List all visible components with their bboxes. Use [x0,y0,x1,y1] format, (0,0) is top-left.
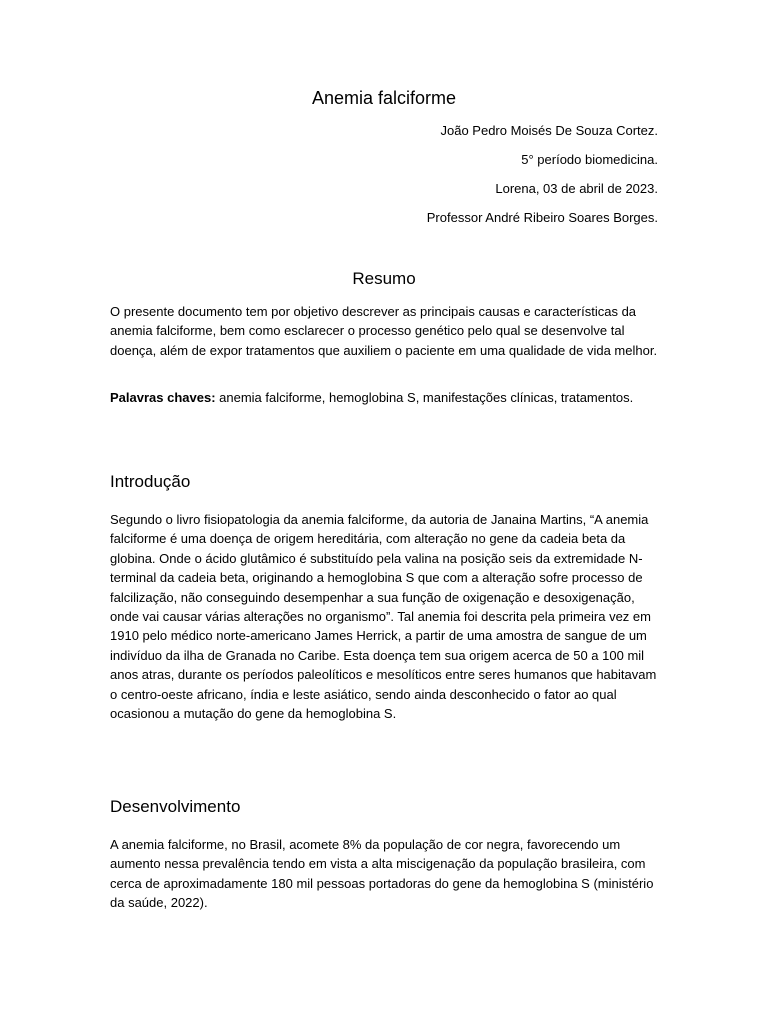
desenvolvimento-heading: Desenvolvimento [110,797,241,816]
place-date-line: Lorena, 03 de abril de 2023. [495,181,658,196]
resumo-paragraph: O presente documento tem por objetivo descrever as principais causas e características da anemia falciforme, bem como esclarecer o processo genético pelo qual se desenvolve tal doença, além de expor tratamentos que auxiliem o paciente em uma qualidade de vida melhor. [110,304,658,358]
period-line: 5° período biomedicina. [521,152,658,167]
introducao-paragraph: Segundo o livro fisiopatologia da anemia falciforme, da autoria de Janaina Martins, “A anemia falciforme é uma doença de origem hereditária, com alteração no gene da cadeia beta da globina. Onde o ácido glutâmico é substituído pela valina na posição seis da extremidade N-terminal da cadeia beta, originando a hemoglobina S que com a alteração sofre processo de falcilização, não conseguindo desempenhar a sua função de oxigenação e desoxigenação, onde vai causar várias alterações no organismo”. Tal anemia foi descrita pela primeira vez em 1910 pelo médico norte-americano James Herrick, a partir de uma amostra de sangue de um indivíduo da ilha de Granada no Caribe. Esta doença tem sua origem acerca de 50 a 100 mil anos atras, durante os períodos paleolíticos e mesolíticos entre seres humanos que habitavam o centro-oeste africano, índia e leste asiático, sendo ainda desconhecido o fator ao qual ocasionou a mutação do gene da hemoglobina S. [110,512,657,722]
keywords-paragraph [110,388,660,407]
author-line: João Pedro Moisés De Souza Cortez. [440,123,658,138]
desenvolvimento-paragraph: A anemia falciforme, no Brasil, acomete 8% da população de cor negra, favorecendo um aumento nessa prevalência tendo em vista a alta miscigenação da população brasileira, com cerca de aproximadamente 180 mil pessoas portadoras do gene da hemoglobina S (ministério da saúde, 2022). [110,837,654,911]
introducao-heading: Introdução [110,472,191,491]
keywords-text: anemia falciforme, hemoglobina S, manifestações clínicas, tratamentos. [215,390,634,405]
keywords-label: Palavras chaves: [110,390,216,405]
resumo-heading: Resumo [352,269,416,288]
professor-line: Professor André Ribeiro Soares Borges. [426,210,658,225]
document-title: Anemia falciforme [311,88,457,108]
